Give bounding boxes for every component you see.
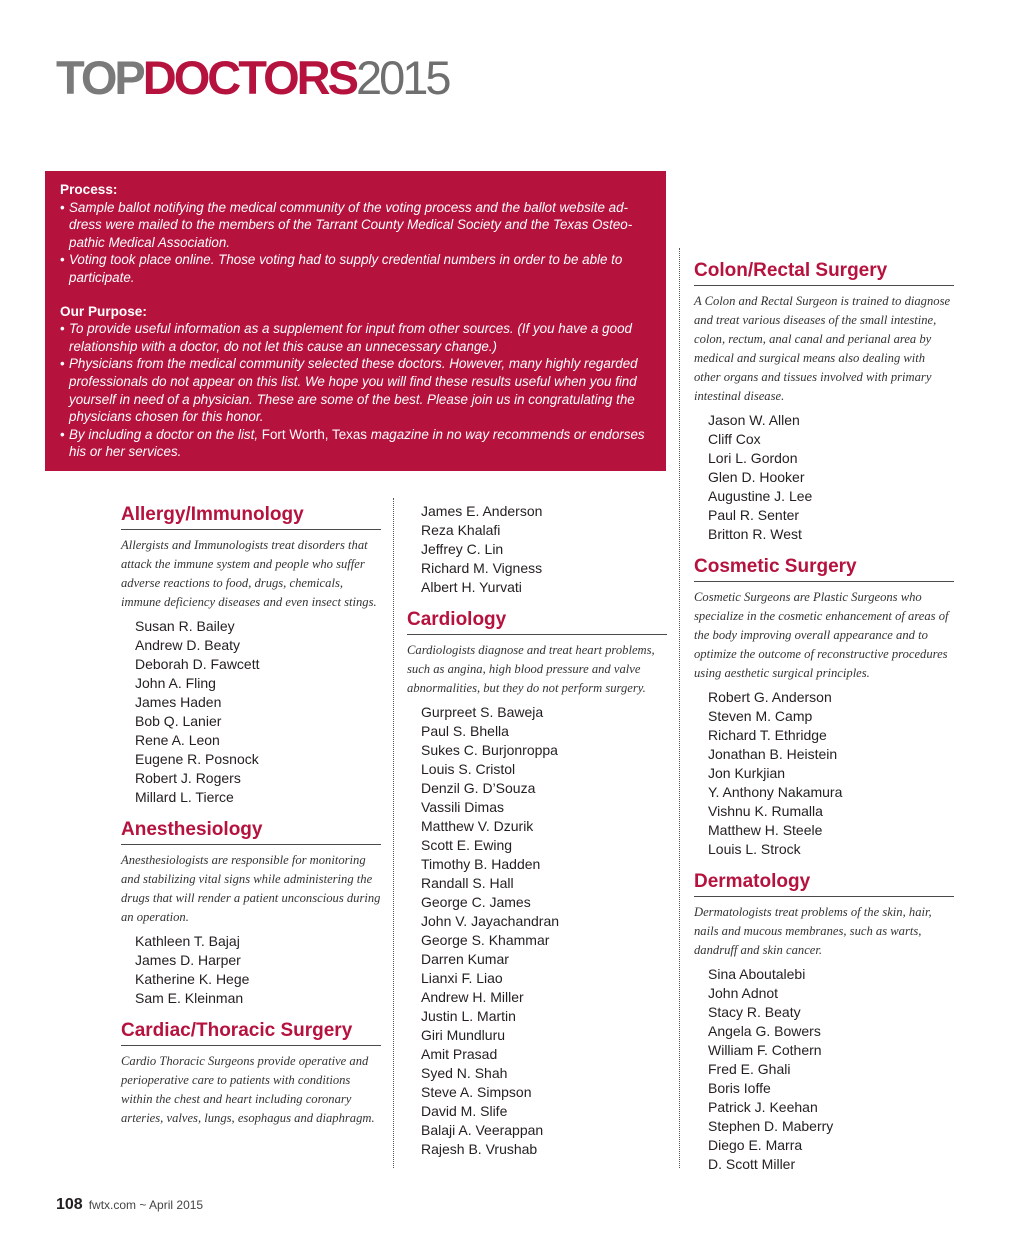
process-box <box>45 171 666 471</box>
page-footer <box>56 1196 203 1214</box>
doctor-name: John A. Fling <box>135 675 216 691</box>
doctor-name: D. Scott Miller <box>708 1156 796 1172</box>
doctor-name: Albert H. Yurvati <box>421 579 522 595</box>
doctor-name: Matthew V. Dzurik <box>421 818 534 834</box>
section-desc-dermatology: Dermatologists treat problems of the skin, hair, nails and mucous membranes, such as warts, dandruff and skin cancer. <box>694 905 932 957</box>
title-doctors: DOCTORS <box>142 51 356 104</box>
column-2 <box>407 502 667 1169</box>
doctor-name: Stacy R. Beaty <box>708 1004 801 1020</box>
doctor-name: Matthew H. Steele <box>708 822 823 838</box>
process-list <box>60 199 648 287</box>
doctor-name: Millard L. Tierce <box>135 789 234 805</box>
doctor-name: Deborah D. Fawcett <box>135 656 260 672</box>
purpose-item-text: By including a doctor on the list, <box>69 426 259 442</box>
section-desc-cosmetic: Cosmetic Surgeons are Plastic Surgeons who specialize in the cosmetic enhancement of areas of the body improving overall appearance and to optimize the outcome of reconstructive procedures using aesthetic surgical principles. <box>694 590 949 680</box>
process-item: • Voting took place online. Those voting had to supply credential numbers in order to be able to participate. <box>60 251 648 286</box>
doctor-name: James E. Anderson <box>421 503 543 519</box>
purpose-item: • To provide useful information as a supplement for input from other sources. (If you have a good relationship with a doctor, do not let this cause an unnecessary change.) <box>60 320 648 355</box>
doctor-name: Paul R. Senter <box>708 507 800 523</box>
doctor-name: Andrew H. Miller <box>421 989 524 1005</box>
process-item: • Sample ballot notifying the medical community of the voting process and the ballot website ad-dress were mailed to the members of the Tarrant County Medical Society and the Texas Osteo-pathic Medical Association. <box>60 199 648 252</box>
page-number: 108 <box>56 1196 83 1213</box>
doctor-name: Jeffrey C. Lin <box>421 541 504 557</box>
doctor-list-colon <box>694 411 954 544</box>
doctor-name: Gurpreet S. Baweja <box>421 704 544 720</box>
purpose-item: • Physicians from the medical community selected these doctors. However, many highly regarded professionals do not appear on this list. We hope you will find these results useful when you find yourself in need of a physician. These are some of the best. Please join us in congratulating the physicians chosen for this honor. <box>60 355 648 425</box>
section-desc-cardiology: Cardiologists diagnose and treat heart problems, such as angina, high blood pressure and valve abnormalities, but they do not perform surgery. <box>407 643 655 695</box>
doctor-name: Eugene R. Posnock <box>135 751 259 767</box>
column-3 <box>694 258 954 1184</box>
page-title <box>56 52 449 104</box>
doctor-name: Glen D. Hooker <box>708 469 805 485</box>
section-title-dermatology: Dermatology <box>694 869 954 897</box>
doctor-name: James Haden <box>135 694 222 710</box>
doctor-name: Balaji A. Veerappan <box>421 1122 544 1138</box>
doctor-name: Steven M. Camp <box>708 708 813 724</box>
doctor-name: Britton R. West <box>708 526 802 542</box>
doctor-name: Jon Kurkjian <box>708 765 786 781</box>
doctor-name: Fred E. Ghali <box>708 1061 791 1077</box>
doctor-name: Robert J. Rogers <box>135 770 241 786</box>
doctor-name: Rajesh B. Vrushab <box>421 1141 538 1157</box>
doctor-list-cardiac <box>407 502 667 597</box>
doctor-name: John V. Jayachandran <box>421 913 560 929</box>
purpose-list <box>60 320 648 461</box>
doctor-list-allergy <box>121 617 381 807</box>
doctor-name: Sina Aboutalebi <box>708 966 806 982</box>
doctor-name: Sam E. Kleinman <box>135 990 244 1006</box>
doctor-name: Vassili Dimas <box>421 799 504 815</box>
doctor-name: Patrick J. Keehan <box>708 1099 818 1115</box>
doctor-list-cosmetic <box>694 688 954 859</box>
doctor-name: Stephen D. Maberry <box>708 1118 834 1134</box>
doctor-name: David M. Slife <box>421 1103 508 1119</box>
section-title-anesthesiology: Anesthesiology <box>121 817 381 845</box>
title-year: 2015 <box>355 51 449 104</box>
doctor-name: Giri Mundluru <box>421 1027 506 1043</box>
column-divider <box>679 248 680 1168</box>
doctor-name: Richard M. Vigness <box>421 560 543 576</box>
doctor-list-anesthesiology <box>121 932 381 1008</box>
doctor-list-dermatology <box>694 965 954 1174</box>
doctor-name: Justin L. Martin <box>421 1008 516 1024</box>
doctor-name: Steve A. Simpson <box>421 1084 532 1100</box>
doctor-name: Jason W. Allen <box>708 412 800 428</box>
doctor-name: Timothy B. Hadden <box>421 856 541 872</box>
doctor-name: Angela G. Bowers <box>708 1023 821 1039</box>
title-top: TOP <box>56 51 143 104</box>
magazine-name: Fort Worth, Texas <box>258 426 371 442</box>
section-desc-allergy: Allergists and Immunologists treat disorders that attack the immune system and people who suffer adverse reactions to food, drugs, chemicals, immune deficiency diseases and even insect stings. <box>121 538 377 609</box>
purpose-heading: Our Purpose: <box>60 303 147 319</box>
footer-site-text: fwtx.com ~ April 2015 <box>88 1198 204 1212</box>
purpose-item-text: magazine in no way recommends or endorses his or her services. <box>69 426 645 460</box>
doctor-name: Darren Kumar <box>421 951 509 967</box>
column-1 <box>121 502 381 1133</box>
section-desc-colon: A Colon and Rectal Surgeon is trained to diagnose and treat various diseases of the small intestine, colon, rectum, anal canal and perianal area by medical and surgical means also dealing with other organs and tissues involved with primary intestinal disease. <box>694 294 951 403</box>
process-heading: Process: <box>60 182 118 197</box>
doctor-name: Syed N. Shah <box>421 1065 508 1081</box>
doctor-name: Sukes C. Burjonroppa <box>421 742 558 758</box>
doctor-name: Richard T. Ethridge <box>708 727 827 743</box>
doctor-name: Rene A. Leon <box>135 732 220 748</box>
doctor-name: Vishnu K. Rumalla <box>708 803 823 819</box>
section-title-allergy: Allergy/Immunology <box>121 502 381 530</box>
purpose-item <box>60 426 648 461</box>
doctor-name: Louis L. Strock <box>708 841 801 857</box>
section-desc-anesthesiology: Anesthesiologists are responsible for monitoring and stabilizing vital signs while administering the drugs that will render a patient unconscious during an operation. <box>121 853 381 924</box>
section-title-cosmetic: Cosmetic Surgery <box>694 554 954 582</box>
doctor-name: John Adnot <box>708 985 779 1001</box>
column-divider <box>393 498 394 1168</box>
doctor-name: Kathleen T. Bajaj <box>135 933 240 949</box>
doctor-name: Randall S. Hall <box>421 875 514 891</box>
doctor-name: Scott E. Ewing <box>421 837 513 853</box>
doctor-list-cardiology <box>407 703 667 1159</box>
doctor-name: George C. James <box>421 894 531 910</box>
doctor-name: Augustine J. Lee <box>708 488 813 504</box>
doctor-name: Paul S. Bhella <box>421 723 509 739</box>
doctor-name: Andrew D. Beaty <box>135 637 241 653</box>
doctor-name: Katherine K. Hege <box>135 971 250 987</box>
doctor-name: William F. Cothern <box>708 1042 822 1058</box>
doctor-name: James D. Harper <box>135 952 241 968</box>
doctor-name: Lori L. Gordon <box>708 450 798 466</box>
doctor-name: Robert G. Anderson <box>708 689 832 705</box>
doctor-name: Amit Prasad <box>421 1046 498 1062</box>
doctor-name: Lianxi F. Liao <box>421 970 503 986</box>
doctor-name: Denzil G. D’Souza <box>421 780 536 796</box>
section-title-cardiology: Cardiology <box>407 607 667 635</box>
section-title-colon: Colon/Rectal Surgery <box>694 258 954 286</box>
doctor-name: Diego E. Marra <box>708 1137 803 1153</box>
doctor-name: Bob Q. Lanier <box>135 713 222 729</box>
doctor-name: Boris Ioffe <box>708 1080 771 1096</box>
doctor-name: Cliff Cox <box>708 431 761 447</box>
doctor-name: Susan R. Bailey <box>135 618 235 634</box>
doctor-name: George S. Khammar <box>421 932 550 948</box>
section-title-cardiac: Cardiac/Thoracic Surgery <box>121 1018 381 1046</box>
doctor-name: Y. Anthony Nakamura <box>708 784 843 800</box>
doctor-name: Louis S. Cristol <box>421 761 516 777</box>
section-desc-cardiac: Cardio Thoracic Surgeons provide operative and perioperative care to patients with conditions within the chest and heart including coronary arteries, valves, lungs, esophagus and diaphragm. <box>121 1054 375 1125</box>
doctor-name: Reza Khalafi <box>421 522 501 538</box>
doctor-name: Jonathan B. Heistein <box>708 746 838 762</box>
